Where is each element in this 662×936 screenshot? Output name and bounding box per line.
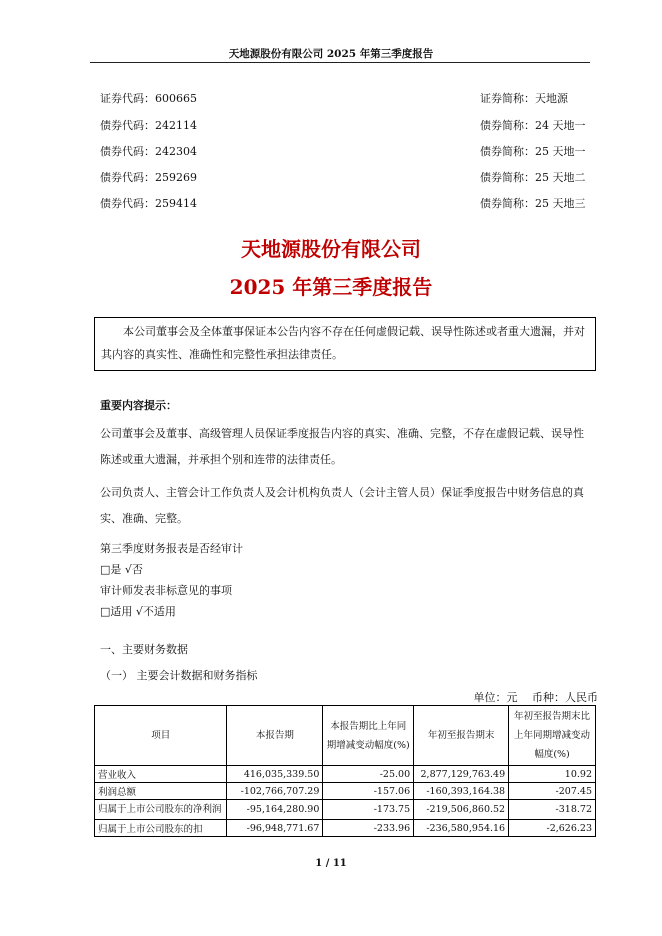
table-cell: -157.06	[323, 783, 414, 800]
table-cell: -2,626.23	[509, 820, 596, 837]
table-row	[95, 783, 596, 800]
auditor-answer: □适用 √不适用	[100, 605, 176, 618]
important-paragraph-2: 公司负责人、主管会计工作负责人及会计机构负责人（会计主管人员）保证季度报告中财务信息的真实、准确、完整。	[100, 486, 584, 525]
table-cell: 归属于上市公司股东的扣	[95, 820, 227, 837]
code-row	[100, 169, 600, 187]
bond-abbr: 债券简称：25 天地一	[480, 145, 586, 158]
bond-code: 债券代码：259414	[100, 197, 197, 210]
table-cell: -207.45	[509, 783, 596, 800]
section-title: 一、主要财务数据	[100, 643, 188, 656]
table-header: 项目	[95, 706, 227, 766]
table-cell: -173.75	[323, 800, 414, 820]
auditor-question: 审计师发表非标意见的事项	[100, 584, 232, 597]
code-row	[100, 143, 600, 161]
table-cell: -25.00	[323, 766, 414, 783]
table-row	[95, 800, 596, 820]
bond-code: 债券代码：242114	[100, 119, 197, 132]
security-code: 证券代码：600665	[100, 92, 197, 105]
page-header-title: 天地源股份有限公司 2025 年第三季度报告	[228, 48, 434, 60]
table-cell: -236,580,954.16	[414, 820, 509, 837]
header-divider	[90, 62, 590, 63]
audit-question: 第三季度财务报表是否经审计	[100, 542, 243, 555]
company-title: 天地源股份有限公司	[241, 237, 421, 261]
page-number: 1 / 11	[315, 858, 347, 869]
bond-code: 债券代码：242304	[100, 145, 197, 158]
table-cell: 归属于上市公司股东的净利润	[95, 800, 227, 820]
section-subtitle: （一） 主要会计数据和财务指标	[100, 669, 258, 682]
code-row	[100, 195, 600, 213]
table-header: 本报告期比上年同期增减变动幅度(%)	[323, 706, 414, 766]
table-cell: -96,948,771.67	[227, 820, 323, 837]
table-cell: -95,164,280.90	[227, 800, 323, 820]
statement-text: 本公司董事会及全体董事保证本公告内容不存在任何虚假记载、误导性陈述或者重大遗漏，并对其内容的真实性、准确性和完整性承担法律责任。	[101, 325, 585, 361]
table-cell: 416,035,339.50	[227, 766, 323, 783]
bond-abbr: 债券简称：24 天地一	[480, 119, 586, 132]
table-header: 年初至报告期末	[414, 706, 509, 766]
audit-answer: □是 √否	[100, 563, 143, 576]
table-cell: 利润总额	[95, 783, 227, 800]
table-cell: -219,506,860.52	[414, 800, 509, 820]
table-header: 年初至报告期末比上年同期增减变动幅度(%)	[509, 706, 596, 766]
table-header: 本报告期	[227, 706, 323, 766]
report-title: 2025 年第三季度报告	[229, 275, 433, 299]
table-cell: -102,766,707.29	[227, 783, 323, 800]
code-row	[100, 90, 600, 108]
table-cell: 10.92	[509, 766, 596, 783]
unit-currency-label: 单位：元 币种：人民币	[473, 691, 598, 704]
bond-abbr: 债券简称：25 天地三	[480, 197, 586, 210]
table-cell: -160,393,164.38	[414, 783, 509, 800]
bond-code: 债券代码：259269	[100, 171, 197, 184]
table-header-row	[95, 706, 596, 766]
financial-table	[94, 705, 596, 837]
table-row	[95, 820, 596, 837]
table-cell: 营业收入	[95, 766, 227, 783]
table-row	[95, 766, 596, 783]
bond-abbr: 债券简称：25 天地二	[480, 171, 586, 184]
table-cell: -318.72	[509, 800, 596, 820]
important-paragraph-1: 公司董事会及董事、高级管理人员保证季度报告内容的真实、准确、完整，不存在虚假记载、误导性陈述或重大遗漏，并承担个别和连带的法律责任。	[100, 427, 584, 466]
security-abbr: 证券简称：天地源	[480, 92, 568, 105]
statement-box	[94, 317, 596, 371]
table-cell: -233.96	[323, 820, 414, 837]
important-heading: 重要内容提示：	[100, 399, 177, 412]
table-cell: 2,877,129,763.49	[414, 766, 509, 783]
code-row	[100, 117, 600, 135]
